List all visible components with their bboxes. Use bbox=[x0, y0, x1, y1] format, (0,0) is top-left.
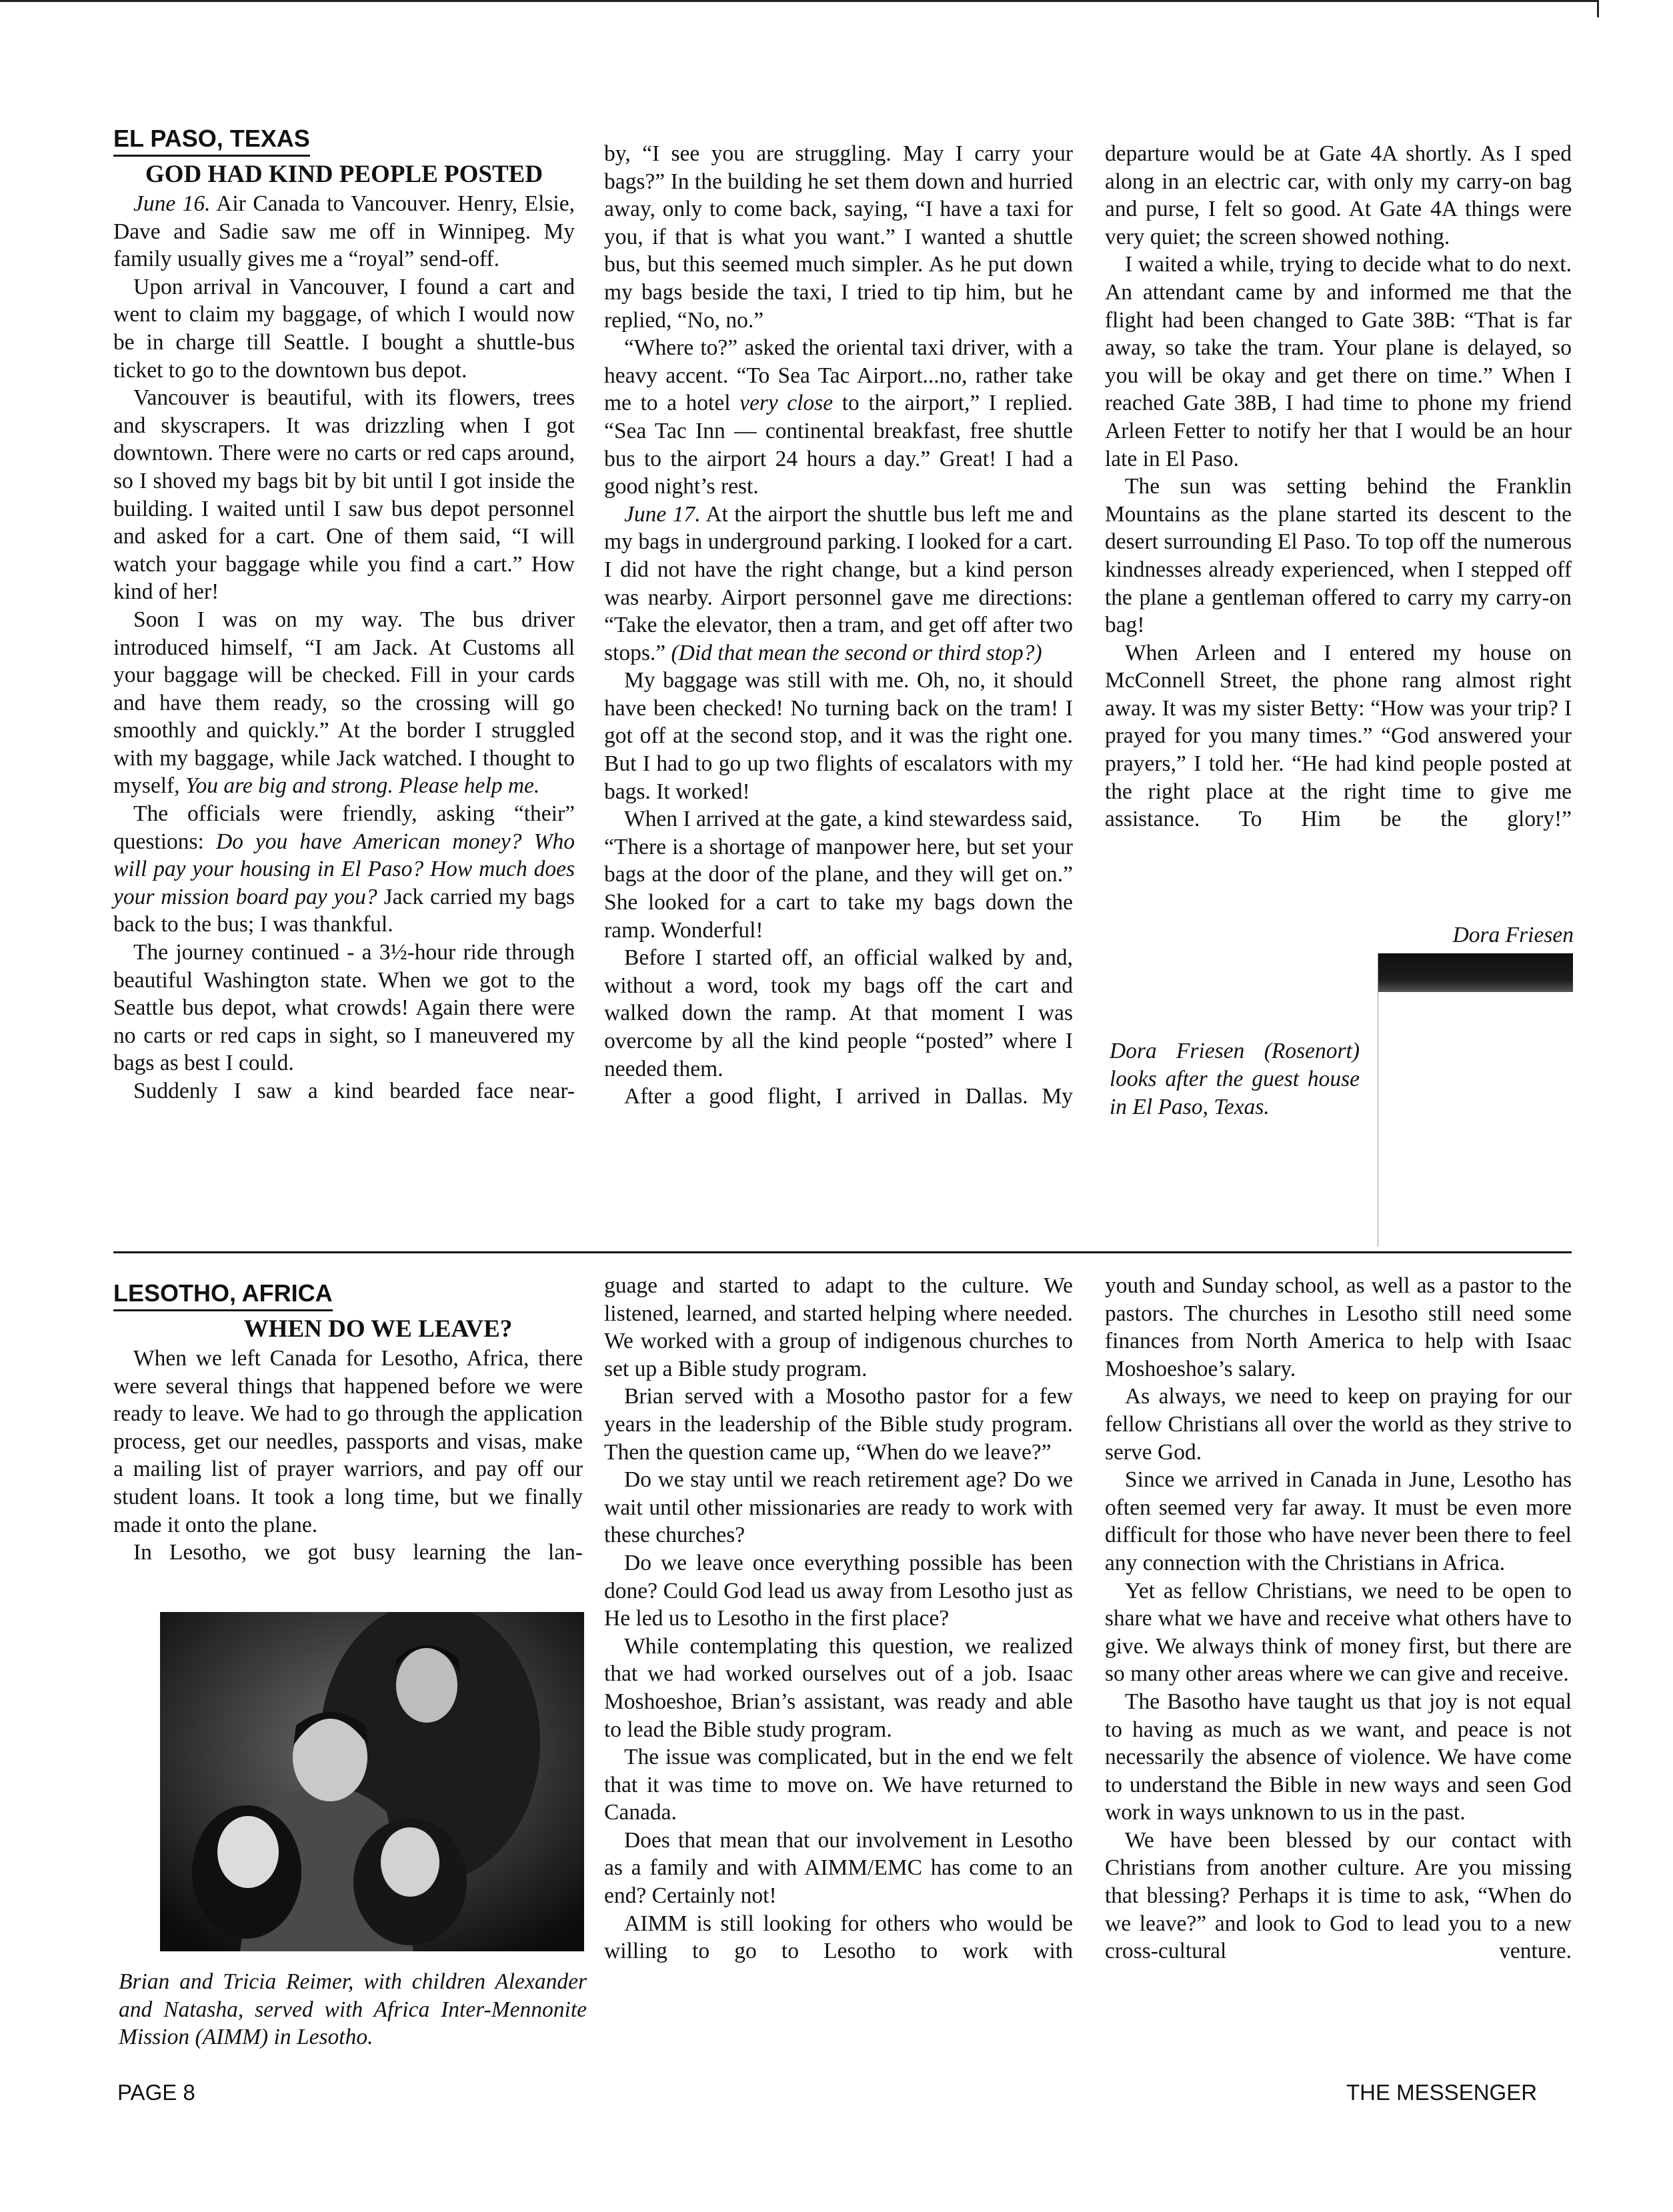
article-body bbox=[604, 1272, 1073, 1965]
italic-text: very close bbox=[739, 391, 833, 416]
paragraph bbox=[1105, 473, 1572, 639]
lesotho-column-2 bbox=[604, 1272, 1073, 1965]
lesotho-column-1 bbox=[113, 1279, 583, 1567]
story-divider bbox=[113, 1251, 1572, 1253]
article-body bbox=[1105, 140, 1572, 833]
photo-header-bar bbox=[1378, 953, 1573, 992]
paragraph bbox=[1105, 1466, 1572, 1577]
top-rule bbox=[0, 0, 1598, 2]
paragraph-text: The sun was setting behind the Franklin Mountains as the plane started its descent to the desert surrounding El Paso. To top off the numerous kindnesses already experienced, when I stepped off the plane a gentleman offered to carry my carry-on bag! bbox=[1105, 474, 1572, 638]
paragraph-text: When I arrived at the gate, a kind stewardess said, “There is a shortage of manpower here, but set your bags at the door of the plane, and they will get on.” She looked for a cart to take my bags down the ramp. Wonderful! bbox=[604, 807, 1073, 943]
paragraph bbox=[604, 1549, 1073, 1633]
paragraph bbox=[604, 501, 1073, 667]
paragraph bbox=[113, 1345, 583, 1539]
paragraph bbox=[1105, 1688, 1572, 1827]
paragraph bbox=[604, 1272, 1073, 1383]
paragraph bbox=[604, 944, 1073, 1083]
paragraph bbox=[604, 1633, 1073, 1743]
paragraph-text: My baggage was still with me. Oh, no, it should have been checked! No turning back on the tram! I got off at the second stop, and it was the right one. But I had to go up two flights of escalators with my bags. It worked! bbox=[604, 668, 1073, 804]
paragraph bbox=[604, 1910, 1073, 1965]
author-photo bbox=[1378, 953, 1573, 1247]
paragraph-text: When Arleen and I entered my house on McConnell Street, the phone rang almost right away. It was my sister Betty: “How was your trip? I prayed for you many times.” “God answered your prayers,” I told her. “He had kind people posted at the right place at the right time to give me assistance. To Him be the glory!” bbox=[1105, 640, 1572, 832]
paragraph-text: Yet as fellow Christians, we need to be open to share what we have and receive what others have to give. We always think of money first, but there are so many other areas where we can give and receive. bbox=[1105, 1578, 1572, 1687]
paragraph bbox=[113, 606, 575, 800]
paragraph-text: Does that mean that our involvement in Lesotho as a family and with AIMM/EMC has come to an end? Certainly not! bbox=[604, 1827, 1073, 1909]
family-photo-caption: Brian and Tricia Reimer, with children Alexander and Natasha, served with Africa Inter-Mennonite Mission (AIMM) in Lesotho. bbox=[119, 1969, 587, 2050]
paragraph-text: The Basotho have taught us that joy is not equal to having as much as we want, and peace is not necessarily the absence of violence. We have come to understand the Bible in new ways and seen God work in ways unknown to us in the past. bbox=[1105, 1689, 1572, 1825]
family-photo-image bbox=[160, 1612, 584, 1951]
paragraph bbox=[604, 1743, 1073, 1827]
paragraph bbox=[1105, 1827, 1572, 1965]
paragraph-text: “Where to?” asked the oriental taxi driver, with a heavy accent. “To Sea Tac Airport...no, rather take me to a hotel bbox=[604, 335, 1073, 416]
paragraph bbox=[1105, 1577, 1572, 1688]
paragraph-text: AIMM is still looking for others who would be willing to go to Lesotho to work with bbox=[604, 1911, 1073, 1964]
paragraph-text: by, “I see you are struggling. May I carry your bags?” In the building he set them down and hurried away, only to come back, saying, “I have a taxi for you, if that is what you want.” I wanted a shuttle bus, but this seemed much simpler. As he put down my bags beside the taxi, I tried to tip him, but he replied, “No, no.” bbox=[604, 141, 1073, 333]
paragraph bbox=[604, 1827, 1073, 1910]
corner-rule bbox=[1597, 0, 1599, 17]
paragraph bbox=[1105, 251, 1572, 473]
paragraph bbox=[604, 1083, 1073, 1111]
paragraph bbox=[113, 939, 575, 1077]
article-body bbox=[1105, 1272, 1572, 1965]
paragraph-text: The officials were friendly, asking “their” questions: bbox=[113, 801, 575, 854]
paragraph-text: I waited a while, trying to decide what to do next. An attendant came by and informed me that the flight had been changed to Gate 38B: “That is far away, so take the tram. Your plane is delayed, so you will be okay and get there on time.” When I reached Gate 38B, I had time to phone my friend Arleen Fetter to notify her that I would be an hour late in El Paso. bbox=[1105, 252, 1572, 471]
paragraph-text: While contemplating this question, we realized that we had worked ourselves out of a job. Isaac Moshoeshoe, Brian’s assistant, was ready and able to lead the Bible study program. bbox=[604, 1633, 1073, 1742]
paragraph-text: The issue was complicated, but in the end we felt that it was time to move on. We have returned to Canada. bbox=[604, 1745, 1073, 1825]
el-paso-column-1 bbox=[113, 124, 575, 1105]
paragraph-text: Jack carried my bags back to the bus; I was thankful. bbox=[113, 884, 575, 937]
paragraph-text: Do we stay until we reach retirement age? Do we wait until other missionaries are ready to work with these churches? bbox=[604, 1467, 1073, 1548]
paragraph bbox=[1105, 140, 1572, 251]
italic-text: You are big and strong. Please help me. bbox=[185, 773, 540, 799]
paragraph-text: Since we arrived in Canada in June, Lesotho has often seemed very far away. It must be even more difficult for those who have never been there to feel any connection with the Christians in Africa. bbox=[1105, 1467, 1572, 1575]
article-body bbox=[604, 140, 1073, 1111]
lesotho-column-3 bbox=[1105, 1272, 1572, 1965]
paragraph bbox=[604, 667, 1073, 805]
paragraph-text: At the airport the shuttle bus left me and my bags in underground parking. I looked for a cart. I did not have the right change, but a kind person was nearby. Airport personnel gave me directions: “Take the elevator, then a tram, and get off after two stops.” bbox=[604, 501, 1073, 665]
paragraph-text: The journey continued - a 3½-hour ride through beautiful Washington state. When we got to the Seattle bus depot, what crowds! Again there were no carts or red caps in sight, so I maneuvered my bags as best I could. bbox=[113, 940, 575, 1076]
paragraph-text: Soon I was on my way. The bus driver introduced himself, “I am Jack. At Customs all your baggage will be checked. Fill in your cards and have them ready, so the crossing will go smoothly and quickly.” At the border I struggled with my baggage, while Jack watched. I thought to myself, bbox=[113, 607, 575, 799]
paragraph-text: Do we leave once everything possible has been done? Could God lead us away from Lesotho just as He led us to Lesotho in the first place? bbox=[604, 1550, 1073, 1631]
paragraph bbox=[604, 1466, 1073, 1549]
el-paso-column-3 bbox=[1105, 140, 1572, 833]
paragraph bbox=[604, 334, 1073, 501]
diary-date: June 17. bbox=[624, 501, 701, 527]
paragraph-text: guage and started to adapt to the culture. We listened, learned, and started helping where needed. We worked with a group of indigenous churches to set up a Bible study program. bbox=[604, 1273, 1073, 1381]
paragraph-text: Brian served with a Mosotho pastor for a few years in the leadership of the Bible study program. Then the question came up, “When do we leave?” bbox=[604, 1384, 1073, 1465]
paragraph-text: Upon arrival in Vancouver, I found a cart and went to claim my baggage, of which I would now be in charge till Seattle. I bought a shuttle-bus ticket to go to the downtown bus depot. bbox=[113, 274, 575, 383]
paragraph-text: After a good flight, I arrived in Dallas. My bbox=[624, 1084, 1073, 1109]
publication-name: THE MESSENGER bbox=[1346, 2080, 1538, 2105]
paragraph bbox=[1105, 1272, 1572, 1383]
paragraph-text: youth and Sunday school, as well as a pastor to the pastors. The churches in Lesotho still need some finances from North America to help with Isaac Moshoeshoe’s salary. bbox=[1105, 1273, 1572, 1381]
author-photo-caption: Dora Friesen (Rosenort) looks after the guest house in El Paso, Texas. bbox=[1110, 1039, 1360, 1119]
diary-date: June 16. bbox=[133, 191, 211, 216]
paragraph bbox=[113, 384, 575, 606]
paragraph-text: departure would be at Gate 4A shortly. As I sped along in an electric car, with only my carry-on bag and purse, I felt so good. At Gate 4A things were very quiet; the screen showed nothing. bbox=[1105, 141, 1572, 249]
family-photo bbox=[160, 1612, 584, 1951]
paragraph-text: to the airport,” I replied. “Sea Tac Inn — continental breakfast, free shuttle bus to the airport 24 hours a day.” Great! I had a good night’s rest. bbox=[604, 391, 1074, 499]
italic-text: (Did that mean the second or third stop?) bbox=[671, 640, 1042, 665]
italic-text: Do you have American money? Who will pay your housing in El Paso? How much does your mission board pay you? bbox=[113, 829, 575, 909]
paragraph bbox=[113, 190, 575, 273]
paragraph-text: When we left Canada for Lesotho, Africa, there were several things that happened before we were ready to leave. We had to go through the application process, get our needles, passports and visas, make a mailing list of prayer warriors, and pay off our student loans. It took a long time, but we finally made it onto the plane. bbox=[113, 1346, 583, 1537]
author-signature: Dora Friesen bbox=[1452, 923, 1574, 947]
paragraph bbox=[113, 1539, 583, 1567]
paragraph-text: Vancouver is beautiful, with its flowers, trees and skyscrapers. It was drizzling when I got downtown. There were no carts or red caps around, so I shoved my bags bit by bit until I got inside the building. I waited until I saw bus depot personnel and asked for a cart. One of them said, “I will watch your baggage while you find a cart.” How kind of her! bbox=[113, 385, 575, 605]
paragraph-text: In Lesotho, we got busy learning the lan- bbox=[133, 1540, 583, 1565]
paragraph bbox=[113, 273, 575, 384]
paragraph bbox=[604, 1383, 1073, 1466]
page-number: PAGE 8 bbox=[117, 2080, 195, 2105]
story-title: GOD HAD KIND PEOPLE POSTED bbox=[145, 161, 543, 188]
paragraph-text: Before I started off, an official walked by and, without a word, took my bags off the cart and walked down the ramp. At that moment I was overcome by all the kind people “posted” where I needed them. bbox=[604, 945, 1073, 1081]
section-heading: LESOTHO, AFRICA bbox=[113, 1279, 333, 1311]
el-paso-column-2 bbox=[604, 140, 1073, 1111]
paragraph-text: Suddenly I saw a kind bearded face near- bbox=[133, 1079, 575, 1103]
paragraph bbox=[1105, 639, 1572, 833]
paragraph-text: As always, we need to keep on praying for our fellow Christians all over the world as they strive to serve God. bbox=[1105, 1384, 1572, 1465]
paragraph bbox=[1105, 1383, 1572, 1466]
paragraph-text: We have been blessed by our contact with Christians from another culture. Are you missing that blessing? Perhaps it is time to ask, “When do we leave?” and look to God to lead you to a new cross-cultural venture. bbox=[1105, 1827, 1572, 1964]
section-heading: EL PASO, TEXAS bbox=[113, 124, 310, 157]
story-title: WHEN DO WE LEAVE? bbox=[243, 1315, 513, 1343]
paragraph bbox=[113, 1077, 575, 1105]
paragraph bbox=[113, 800, 575, 939]
paragraph bbox=[604, 805, 1073, 944]
paragraph bbox=[604, 140, 1073, 334]
paragraph-text: Air Canada to Vancouver. Henry, Elsie, Dave and Sadie saw me off in Winnipeg. My family usually gives me a “royal” send-off. bbox=[113, 191, 575, 272]
article-body bbox=[113, 190, 575, 1105]
article-body bbox=[113, 1345, 583, 1567]
